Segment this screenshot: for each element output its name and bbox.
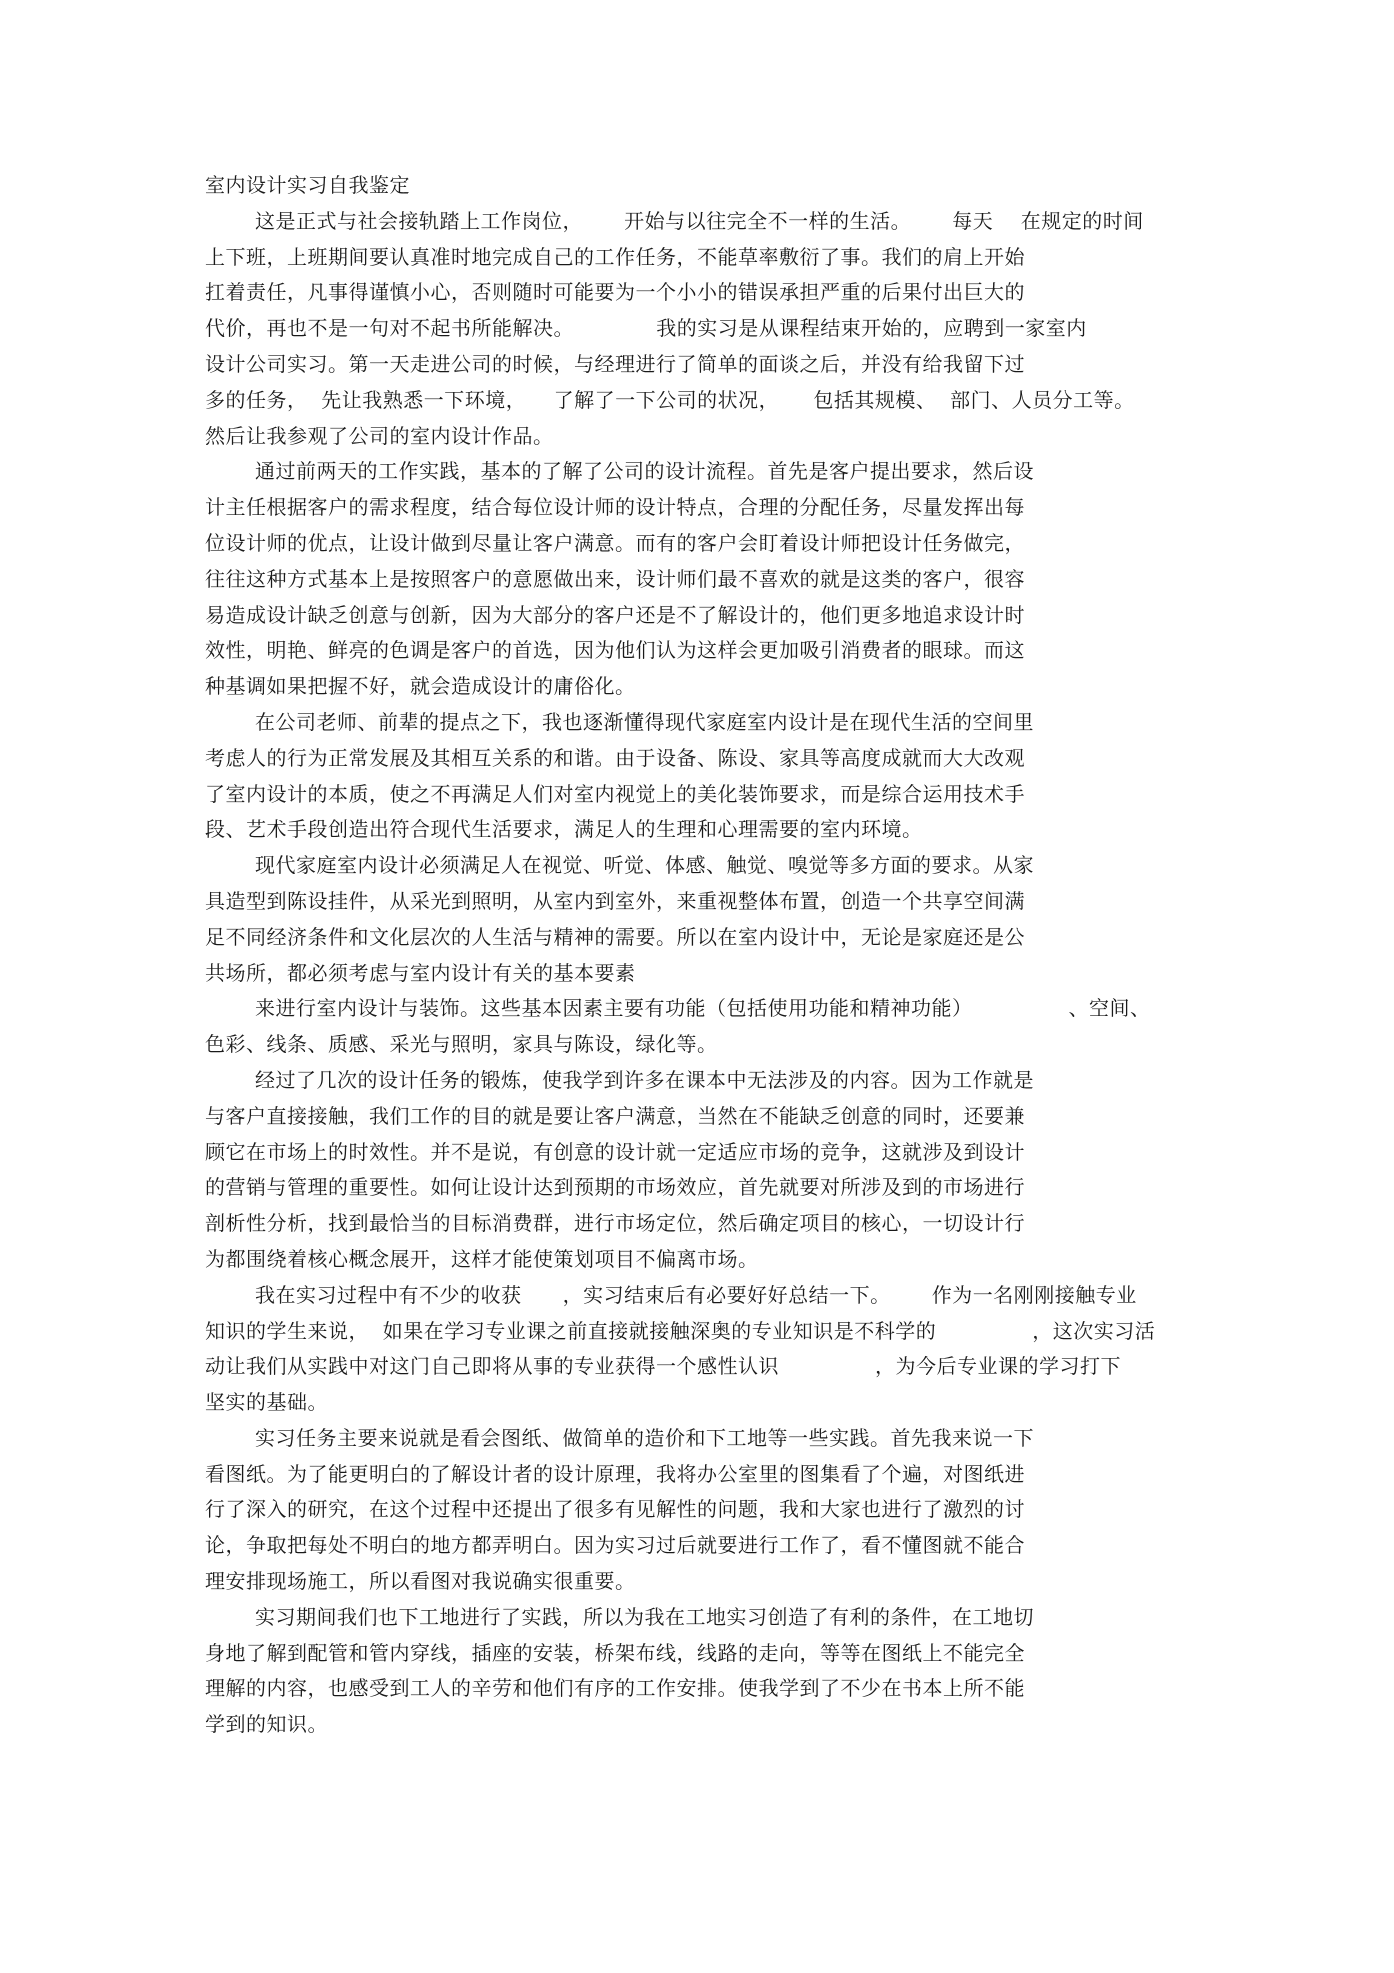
text-line: 然后让我参观了公司的室内设计作品。 — [205, 423, 554, 448]
text-line: 位设计师的优点，让设计做到尽量让客户满意。而有的客户会盯着设计师把设计任务做完， — [205, 530, 1025, 555]
text-line: 来进行室内设计与装饰。这些基本因素主要有功能（包括使用功能和精神功能） 、空间、 — [255, 996, 1151, 1021]
text-line: 效性，明艳、鲜亮的色调是客户的首选，因为他们认为这样会更加吸引消费者的眼球。而这 — [205, 638, 1025, 663]
text-line: 行了深入的研究，在这个过程中还提出了很多有见解性的问题，我和大家也进行了激烈的讨 — [205, 1497, 1025, 1522]
text-line: 理解的内容，也感受到工人的辛劳和他们有序的工作安排。使我学到了不少在书本上所不能 — [205, 1676, 1025, 1701]
text-line: 这是正式与社会接轨踏上工作岗位， 开始与以往完全不一样的生活。 每天 在规定的时间 — [255, 208, 1144, 233]
text-line: 通过前两天的工作实践，基本的了解了公司的设计流程。首先是客户提出要求，然后设 — [255, 459, 1034, 484]
text-line: 色彩、线条、质感、采光与照明，家具与陈设，绿化等。 — [205, 1032, 718, 1057]
text-line: 实习任务主要来说就是看会图纸、做简单的造价和下工地等一些实践。首先我来说一下 — [255, 1425, 1034, 1450]
text-line: 动让我们从实践中对这门自己即将从事的专业获得一个感性认识 ，为今后专业课的学习打下 — [205, 1354, 1122, 1379]
text-line: 易造成设计缺乏创意与创新，因为大部分的客户还是不了解设计的，他们更多地追求设计时 — [205, 602, 1025, 627]
text-line: 实习期间我们也下工地进行了实践，所以为我在工地实习创造了有利的条件，在工地切 — [255, 1604, 1034, 1629]
text-line: 计主任根据客户的需求程度，结合每位设计师的设计特点，合理的分配任务，尽量发挥出每 — [205, 495, 1025, 520]
text-line: 多的任务， 先让我熟悉一下环境， 了解了一下公司的状况， 包括其规模、 部门、人员分工等。 — [205, 387, 1135, 412]
text-line: 为都围绕着核心概念展开，这样才能使策划项目不偏离市场。 — [205, 1246, 759, 1271]
text-line: 上下班，上班期间要认真准时地完成自己的工作任务，不能草率敷衍了事。我们的肩上开始 — [205, 244, 1025, 269]
text-line: 坚实的基础。 — [205, 1390, 328, 1415]
text-line: 往往这种方式基本上是按照客户的意愿做出来，设计师们最不喜欢的就是这类的客户，很容 — [205, 566, 1025, 591]
text-line: 看图纸。为了能更明白的了解设计者的设计原理，我将办公室里的图集看了个遍，对图纸进 — [205, 1461, 1025, 1486]
text-line: 了室内设计的本质，使之不再满足人们对室内视觉上的美化装饰要求，而是综合运用技术手 — [205, 781, 1025, 806]
text-line: 我在实习过程中有不少的收获 ，实习结束后有必要好好总结一下。 作为一名刚刚接触专业 — [255, 1282, 1137, 1307]
text-line: 段、艺术手段创造出符合现代生活要求，满足人的生理和心理需要的室内环境。 — [205, 817, 923, 842]
text-line: 扛着责任，凡事得谨慎小心，否则随时可能要为一个小小的错误承担严重的后果付出巨大的 — [205, 280, 1025, 305]
text-line: 设计公司实习。第一天走进公司的时候，与经理进行了简单的面谈之后，并没有给我留下过 — [205, 351, 1025, 376]
document-body — [205, 168, 1205, 1743]
text-line: 知识的学生来说， 如果在学习专业课之前直接就接触深奥的专业知识是不科学的 ，这次实习活 — [205, 1318, 1156, 1343]
document-title: 室内设计实习自我鉴定 — [205, 173, 410, 197]
text-line: 身地了解到配管和管内穿线，插座的安装，桥架布线，线路的走向，等等在图纸上不能完全 — [205, 1640, 1025, 1665]
text-line: 现代家庭室内设计必须满足人在视觉、听觉、体感、触觉、嗅觉等多方面的要求。从家 — [255, 853, 1034, 878]
text-line: 论，争取把每处不明白的地方都弄明白。因为实习过后就要进行工作了，看不懂图就不能合 — [205, 1533, 1025, 1558]
text-line: 与客户直接接触，我们工作的目的就是要让客户满意，当然在不能缺乏创意的同时，还要兼 — [205, 1103, 1025, 1128]
text-line: 经过了几次的设计任务的锻炼，使我学到许多在课本中无法涉及的内容。因为工作就是 — [255, 1067, 1034, 1092]
text-line: 顾它在市场上的时效性。并不是说，有创意的设计就一定适应市场的竞争，这就涉及到设计 — [205, 1139, 1025, 1164]
text-line: 足不同经济条件和文化层次的人生活与精神的需要。所以在室内设计中，无论是家庭还是公 — [205, 924, 1025, 949]
text-line: 学到的知识。 — [205, 1712, 328, 1737]
text-line: 共场所，都必须考虑与室内设计有关的基本要素 — [205, 960, 636, 985]
text-line: 剖析性分析，找到最恰当的目标消费群，进行市场定位，然后确定项目的核心，一切设计行 — [205, 1211, 1025, 1236]
text-line: 种基调如果把握不好，就会造成设计的庸俗化。 — [205, 674, 636, 699]
text-line: 在公司老师、前辈的提点之下，我也逐渐懂得现代家庭室内设计是在现代生活的空间里 — [255, 709, 1034, 734]
text-line: 的营销与管理的重要性。如何让设计达到预期的市场效应，首先就要对所涉及到的市场进行 — [205, 1175, 1025, 1200]
text-line: 理安排现场施工，所以看图对我说确实很重要。 — [205, 1569, 636, 1594]
text-line: 代价，再也不是一句对不起书所能解决。 我的实习是从课程结束开始的，应聘到一家室内 — [205, 316, 1087, 341]
text-line: 具造型到陈设挂件，从采光到照明，从室内到室外，来重视整体布置，创造一个共享空间满 — [205, 888, 1025, 913]
text-line: 考虑人的行为正常发展及其相互关系的和谐。由于设备、陈设、家具等高度成就而大大改观 — [205, 745, 1025, 770]
